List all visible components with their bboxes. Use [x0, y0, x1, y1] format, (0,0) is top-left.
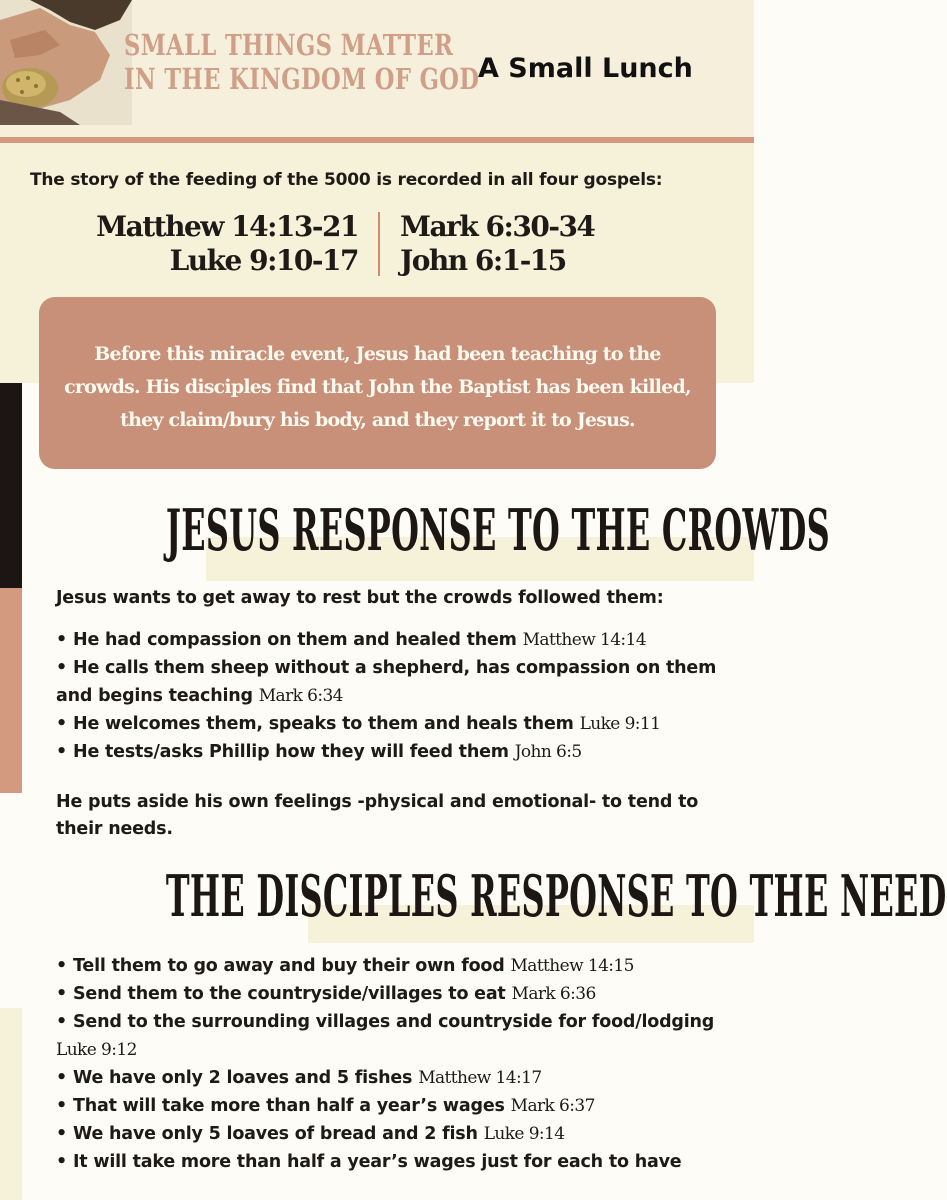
list-item-text: Send them to the countryside/villages to eat [73, 984, 506, 1004]
scripture-reference: Luke 9:11 [579, 714, 661, 734]
list-item-text: It will take more than half a year’s wages just for each to have [73, 1152, 682, 1172]
list-item: • He tests/asks Phillip how they will feed them John 6:5 [56, 742, 582, 762]
scripture-reference: Matthew 14:15 [510, 956, 634, 976]
list-item-text: He calls them sheep without a shepherd, has compassion on them and begins teaching [56, 658, 717, 706]
brand-line-1: SMALL THINGS MATTER [124, 28, 454, 62]
reference-luke: Luke 9:10-17 [169, 244, 358, 277]
reference-matthew: Matthew 14:13-21 [96, 210, 358, 243]
section1-lead: Jesus wants to get away to rest but the crowds followed them: [56, 588, 664, 608]
section-title-jesus-response: JESUS RESPONSE TO THE CROWDS [165, 497, 830, 564]
jesus-response-list [56, 626, 740, 766]
scripture-reference: John 6:5 [514, 742, 582, 762]
reference-mark: Mark 6:30-34 [400, 210, 595, 243]
scripture-reference: Mark 6:36 [511, 984, 596, 1004]
references-divider [378, 212, 380, 276]
list-item: • We have only 2 loaves and 5 fishes Matthew 14:17 [56, 1068, 542, 1088]
list-item-text: He welcomes them, speaks to them and heals them [73, 714, 574, 734]
brand-title [124, 28, 480, 96]
list-item: • Send them to the countryside/villages to eat Mark 6:36 [56, 984, 596, 1004]
list-item-text: We have only 2 loaves and 5 fishes [73, 1068, 413, 1088]
list-item: • Send to the surrounding villages and countryside for food/lodging Luke 9:12 [56, 1012, 715, 1060]
list-item: • He had compassion on them and healed them Matthew 14:14 [56, 630, 646, 650]
list-item-text: He had compassion on them and healed them [73, 630, 517, 650]
references-right [400, 210, 594, 278]
brand-line-2: IN THE KINGDOM OF GOD [124, 62, 480, 96]
references-left [96, 210, 358, 278]
side-stripe-cream [0, 1008, 22, 1200]
list-item-text: Tell them to go away and buy their own food [73, 956, 505, 976]
callout-text: Before this miracle event, Jesus had been teaching to the crowds. His disciples find that John the Baptist has been killed, they claim/bury his body, and they report it to Jesus. [64, 343, 691, 431]
reference-john: John 6:1-15 [400, 244, 566, 277]
hand-with-seeds-image [0, 0, 132, 125]
context-callout [39, 297, 716, 469]
list-item-text: He tests/asks Phillip how they will feed them [73, 742, 509, 762]
list-item-text: That will take more than half a year’s wages [73, 1096, 505, 1116]
list-item: • We have only 5 loaves of bread and 2 fish Luke 9:14 [56, 1124, 565, 1144]
section1-closing: He puts aside his own feelings -physical and emotional- to tend to their needs. [56, 792, 699, 839]
list-item: • He calls them sheep without a shepherd, has compassion on them and begins teaching Mark 6:34 [56, 658, 717, 706]
scripture-reference: Mark 6:34 [258, 686, 343, 706]
scripture-reference: Matthew 14:17 [418, 1068, 542, 1088]
list-item-text: Send to the surrounding villages and countryside for food/lodging [73, 1012, 715, 1032]
list-item: • That will take more than half a year’s wages Mark 6:37 [56, 1096, 595, 1116]
side-stripe-dark [0, 383, 22, 588]
disciples-response-list [56, 952, 740, 1176]
section-title-disciples-response: THE DISCIPLES RESPONSE TO THE NEED [165, 863, 947, 930]
scripture-reference: Luke 9:14 [483, 1124, 565, 1144]
scripture-reference: Luke 9:12 [56, 1040, 137, 1060]
scripture-reference: Matthew 14:14 [522, 630, 646, 650]
list-item-text: We have only 5 loaves of bread and 2 fish [73, 1124, 478, 1144]
list-item: • It will take more than half a year’s wages just for each to have [56, 1152, 682, 1172]
intro-text: The story of the feeding of the 5000 is recorded in all four gospels: [30, 170, 663, 190]
side-stripe-tan [0, 588, 22, 793]
scripture-reference: Mark 6:37 [510, 1096, 595, 1116]
list-item: • Tell them to go away and buy their own food Matthew 14:15 [56, 956, 634, 976]
list-item: • He welcomes them, speaks to them and heals them Luke 9:11 [56, 714, 661, 734]
page-heading: A Small Lunch [478, 53, 693, 84]
